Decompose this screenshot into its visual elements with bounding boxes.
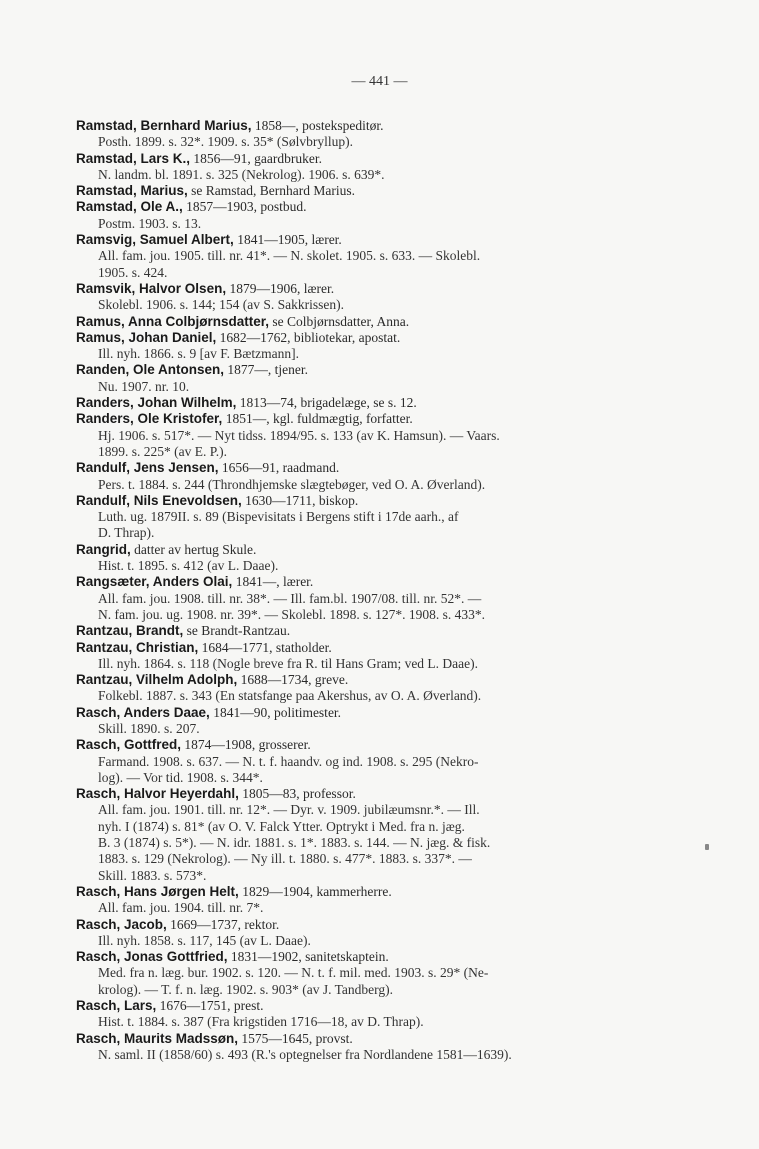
entry-description: 1877—, tjener. (224, 362, 309, 378)
entry (76, 623, 651, 639)
entry-reference-line: All. fam. jou. 1908. till. nr. 38*. — Ill. fam.bl. 1907/08. till. nr. 52*. — (98, 590, 482, 606)
entry-heading (76, 460, 651, 476)
entry-description: 1841—1905, lærer. (233, 232, 342, 248)
entry (76, 232, 651, 281)
entry-reference-line: Ill. nyh. 1858. s. 117, 145 (av L. Daae). (98, 932, 311, 948)
entry-heading (76, 623, 651, 639)
entry-reference-line: Hist. t. 1895. s. 412 (av L. Daae). (98, 558, 279, 574)
entry-heading (76, 151, 651, 167)
entry (76, 362, 651, 395)
entry-description: 1858—, postekspeditør. (251, 118, 384, 133)
entry-reference-line: Luth. ug. 1879II. s. 89 (Bispevisitats i Bergens stift i 17de aarh., af (98, 509, 459, 525)
entry-name: Randulf, Nils Enevoldsen, (76, 492, 242, 508)
entry (76, 640, 651, 673)
entry-description: 1856—91, gaardbruker. (190, 150, 323, 166)
entry-name: Randulf, Jens Jensen, (76, 460, 219, 476)
entry (76, 705, 651, 738)
entry-heading (76, 411, 651, 427)
entry-name: Rantzau, Brandt, (76, 623, 184, 639)
entry-heading (76, 542, 651, 558)
entry-description: 1688—1734, greve. (237, 672, 349, 688)
entry-reference-line: 1883. s. 129 (Nekrolog). — Ny ill. t. 1880. s. 477*. 1883. s. 337*. — (98, 851, 472, 867)
entry-reference-line: B. 3 (1874) s. 5*). — N. idr. 1881. s. 1*. 1883. s. 144. — N. jæg. & fisk. (98, 835, 491, 851)
entry-reference-line: D. Thrap). (98, 525, 155, 541)
entry-reference-line: Postm. 1903. s. 13. (98, 215, 202, 231)
entry-description: 1829—1904, kammerherre. (238, 883, 392, 899)
entry-description: 1879—1906, lærer. (226, 280, 335, 296)
entry (76, 411, 651, 460)
entry-reference-line: Skolebl. 1906. s. 144; 154 (av S. Sakkrissen). (98, 297, 344, 313)
entry-name: Rantzau, Christian, (76, 639, 199, 655)
entry-reference-line: All. fam. jou. 1901. till. nr. 12*. — Dyr. v. 1909. jubilæumsnr.*. — Ill. (98, 802, 480, 818)
entry-reference-line: N. saml. II (1858/60) s. 493 (R.'s optegnelser fra Nordlandene 1581—1639). (98, 1046, 512, 1062)
entry-reference-line: Folkebl. 1887. s. 343 (En statsfange paa Akershus, av O. A. Øverland). (98, 688, 482, 704)
entry-reference-line: N. fam. jou. ug. 1908. nr. 39*. — Skolebl. 1898. s. 127*. 1908. s. 433*. (98, 606, 485, 622)
entry-heading (76, 949, 651, 965)
entry (76, 672, 651, 705)
entry (76, 574, 651, 623)
entry-heading (76, 917, 651, 933)
entry-heading (76, 118, 651, 134)
entry-name: Ramus, Anna Colbjørnsdatter, (76, 313, 270, 329)
entry-name: Rasch, Anders Daae, (76, 704, 210, 720)
entry-name: Ramus, Johan Daniel, (76, 329, 217, 345)
entry (76, 151, 651, 184)
entry-reference-line: Hj. 1906. s. 517*. — Nyt tidss. 1894/95. s. 133 (av K. Hamsun). — Vaars. (98, 427, 500, 443)
entry-name: Rangsæter, Anders Olai, (76, 574, 233, 590)
entry-reference-line: krolog). — T. f. n. læg. 1902. s. 903* (av J. Tandberg). (98, 981, 394, 997)
entry-heading (76, 705, 651, 721)
entry-description: 1682—1762, bibliotekar, apostat. (216, 329, 401, 345)
entry-heading (76, 672, 651, 688)
entry-name: Rasch, Lars, (76, 998, 157, 1014)
entry-reference-line: Med. fra n. læg. bur. 1902. s. 120. — N. t. f. mil. med. 1903. s. 29* (Ne- (98, 965, 489, 981)
entry-heading (76, 183, 651, 199)
entry-name: Ramstad, Bernhard Marius, (76, 118, 252, 133)
entry-heading (76, 884, 651, 900)
entry-reference-line: Skill. 1890. s. 207. (98, 720, 200, 736)
entry-heading (76, 232, 651, 248)
entry-heading (76, 1031, 651, 1047)
entry (76, 786, 651, 884)
entry-description: 1841—90, politimester. (209, 704, 342, 720)
entry (76, 949, 651, 998)
entry-description: 1669—1737, rektor. (166, 916, 280, 932)
entry-description: se Colbjørnsdatter, Anna. (269, 313, 410, 329)
entry-reference-line: Nu. 1907. nr. 10. (98, 378, 190, 394)
entry (76, 998, 651, 1031)
entry-reference-line: Skill. 1883. s. 573*. (98, 867, 207, 883)
entry (76, 1031, 651, 1064)
entry-reference-line: N. landm. bl. 1891. s. 325 (Nekrolog). 1906. s. 639*. (98, 166, 385, 182)
entry-description: 1874—1908, grosserer. (181, 737, 311, 753)
entry-name: Rangrid, (76, 541, 131, 557)
entry-reference-line: All. fam. jou. 1904. till. nr. 7*. (98, 900, 264, 916)
entry (76, 917, 651, 950)
entry-description: 1805—83, professor. (238, 786, 356, 802)
entry-heading (76, 640, 651, 656)
entry-reference-line: 1905. s. 424. (98, 264, 168, 280)
entry (76, 460, 651, 493)
entry-name: Ramstad, Lars K., (76, 150, 191, 166)
entry-description: datter av hertug Skule. (130, 541, 257, 557)
entry-name: Ramsvig, Samuel Albert, (76, 232, 234, 248)
entry-reference-line: log). — Vor tid. 1908. s. 344*. (98, 769, 263, 785)
entry-heading (76, 737, 651, 753)
entry-name: Randers, Ole Kristofer, (76, 411, 223, 427)
entry (76, 542, 651, 575)
entry-heading (76, 362, 651, 378)
entry-heading (76, 281, 651, 297)
entry-description: se Brandt-Rantzau. (183, 623, 291, 639)
entry-description: 1575—1645, provst. (238, 1030, 353, 1046)
entry-description: 1684—1771, statholder. (198, 639, 332, 655)
entry-reference-line: Posth. 1899. s. 32*. 1909. s. 35* (Sølvbryllup). (98, 134, 354, 150)
entry-name: Randers, Johan Wilhelm, (76, 395, 237, 411)
entry (76, 330, 651, 363)
entry-name: Rasch, Gottfred, (76, 737, 182, 753)
entry-description: 1656—91, raadmand. (218, 460, 340, 476)
page-number: — 441 — (351, 74, 408, 89)
entry-reference-line: Farmand. 1908. s. 637. — N. t. f. haandv. og ind. 1908. s. 295 (Nekro- (98, 753, 479, 769)
entry-description: 1851—, kgl. fuldmægtig, forfatter. (222, 411, 413, 427)
entry-name: Rasch, Jonas Gottfried, (76, 949, 228, 965)
entry (76, 183, 651, 199)
entry-list (76, 118, 651, 1063)
entry (76, 493, 651, 542)
entry (76, 884, 651, 917)
entry-name: Randen, Ole Antonsen, (76, 362, 225, 378)
entry-heading (76, 574, 651, 590)
entry-name: Ramstad, Ole A., (76, 199, 183, 215)
entry (76, 314, 651, 330)
entry (76, 281, 651, 314)
entry-heading (76, 395, 651, 411)
entry-name: Rasch, Halvor Heyerdahl, (76, 786, 239, 802)
entry (76, 199, 651, 232)
entry-heading (76, 998, 651, 1014)
entry-description: 1857—1903, postbud. (182, 199, 307, 215)
entry-description: se Ramstad, Bernhard Marius. (187, 183, 356, 199)
entry-heading (76, 786, 651, 802)
entry-heading (76, 330, 651, 346)
entry-description: 1813—74, brigadelæge, se s. 12. (236, 395, 417, 411)
entry-reference-line: Ill. nyh. 1866. s. 9 [av F. Bætzmann]. (98, 346, 300, 362)
entry-heading (76, 314, 651, 330)
entry-description: 1831—1902, sanitetskaptein. (227, 949, 389, 965)
entry-name: Rasch, Hans Jørgen Helt, (76, 883, 239, 899)
entry-description: 1630—1711, biskop. (241, 492, 359, 508)
entry-name: Ramsvik, Halvor Olsen, (76, 280, 227, 296)
entry-name: Ramstad, Marius, (76, 183, 188, 199)
entry-name: Rantzau, Vilhelm Adolph, (76, 672, 238, 688)
entry-name: Rasch, Jacob, (76, 916, 167, 932)
entry-reference-line: All. fam. jou. 1905. till. nr. 41*. — N. skolet. 1905. s. 633. — Skolebl. (98, 248, 481, 264)
entry (76, 118, 651, 151)
entry-reference-line: Ill. nyh. 1864. s. 118 (Nogle breve fra R. til Hans Gram; ved L. Daae). (98, 655, 479, 671)
entry-reference-line: Hist. t. 1884. s. 387 (Fra krigstiden 1716—18, av D. Thrap). (98, 1014, 424, 1030)
entry-description: 1676—1751, prest. (156, 998, 264, 1014)
entry-name: Rasch, Maurits Madssøn, (76, 1030, 239, 1046)
entry-heading (76, 199, 651, 215)
entry-reference-line: 1899. s. 225* (av E. P.). (98, 443, 227, 459)
entry-reference-line: Pers. t. 1884. s. 244 (Throndhjemske slægtebøger, ved O. A. Øverland). (98, 476, 486, 492)
entry (76, 395, 651, 411)
entry (76, 737, 651, 786)
entry-reference-line: nyh. I (1874) s. 81* (av O. V. Falck Ytter. Optrykt i Med. fra n. jæg. (98, 818, 465, 834)
entry-description: 1841—, lærer. (232, 574, 314, 590)
paper-speck (705, 844, 709, 850)
entry-heading (76, 493, 651, 509)
